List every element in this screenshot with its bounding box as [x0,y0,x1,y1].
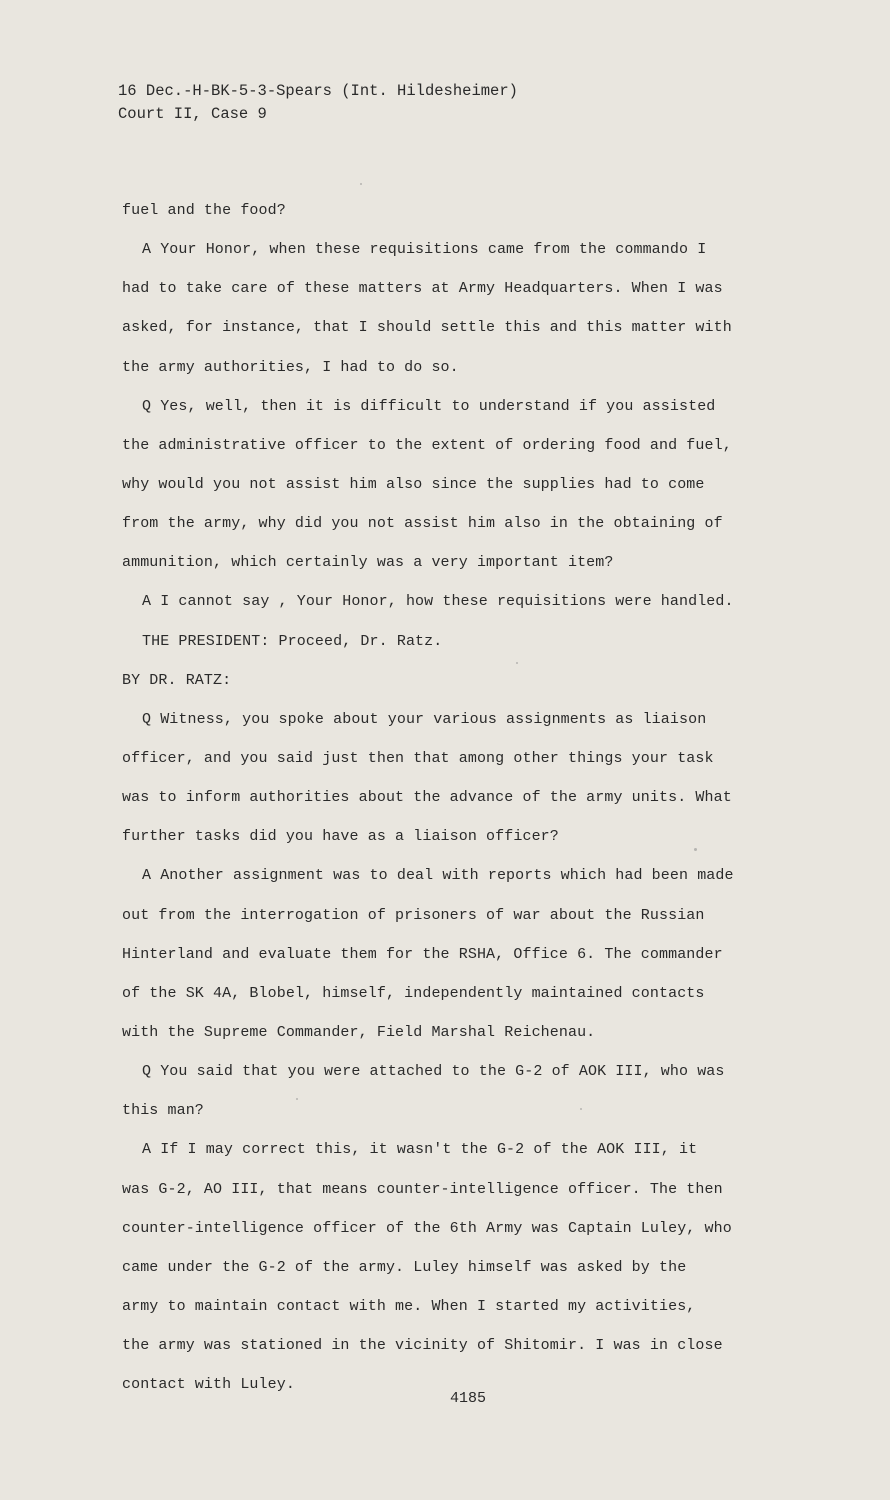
paper-speck [694,848,697,851]
transcript-line: army to maintain contact with me. When I started my activities, [122,1297,696,1315]
transcript-line: Hinterland and evaluate them for the RSHA, Office 6. The commander [122,945,723,963]
transcript-line: A I cannot say , Your Honor, how these requisitions were handled. [142,593,734,611]
transcript-line: was to inform authorities about the advance of the army units. What [122,789,732,807]
transcript-line: fuel and the food? [122,202,286,219]
transcript-line: out from the interrogation of prisoners of war about the Russian [122,906,705,924]
transcript-line: the army was stationed in the vicinity of Shitomir. I was in close [122,1337,723,1355]
transcript-line: of the SK 4A, Blobel, himself, independently maintained contacts [122,984,705,1002]
transcript-line: asked, for instance, that I should settle this and this matter with [122,319,732,337]
header-court-line: Court II, Case 9 [118,105,267,123]
transcript-line: counter-intelligence officer of the 6th Army was Captain Luley, who [122,1219,732,1237]
transcript-line: Q You said that you were attached to the G-2 of AOK III, who was [142,1063,725,1081]
transcript-line: the administrative officer to the extent of ordering food and fuel, [122,436,732,454]
transcript-line: THE PRESIDENT: Proceed, Dr. Ratz. [142,632,443,650]
paper-speck [516,662,518,664]
paper-speck [580,1108,582,1110]
paper-speck [360,183,362,185]
transcript-line: A Your Honor, when these requisitions came from the commando I [142,241,707,259]
transcript-line: A Another assignment was to deal with reports which had been made [142,867,734,885]
transcript-line: was G-2, AO III, that means counter-intelligence officer. The then [122,1180,723,1198]
header-case-line: 16 Dec.-H-BK-5-3-Spears (Int. Hildesheimer) [118,82,518,100]
transcript-line: further tasks did you have as a liaison officer? [122,828,559,846]
transcript-line: this man? [122,1102,204,1120]
transcript-line: ammunition, which certainly was a very important item? [122,554,614,572]
page-number: 4185 [450,1390,487,1407]
transcript-line: Q Yes, well, then it is difficult to understand if you assisted [142,397,716,415]
transcript-line: the army authorities, I had to do so. [122,358,459,376]
document-header [118,80,518,126]
paper-speck [296,1098,298,1100]
transcript-line: why would you not assist him also since the supplies had to come [122,475,705,493]
transcript-line: contact with Luley. [122,1376,295,1394]
transcript-line: A If I may correct this, it wasn't the G-2 of the AOK III, it [142,1141,698,1159]
transcript-line: BY DR. RATZ: [122,671,232,689]
transcript-line: Q Witness, you spoke about your various assignments as liaison [142,710,707,728]
transcript-line: came under the G-2 of the army. Luley himself was asked by the [122,1258,687,1276]
transcript-line: with the Supreme Commander, Field Marshal Reichenau. [122,1023,596,1041]
transcript-line: from the army, why did you not assist him also in the obtaining of [122,515,723,533]
transcript-line: had to take care of these matters at Army Headquarters. When I was [122,280,723,298]
transcript-body [122,198,792,1411]
transcript-line: officer, and you said just then that among other things your task [122,749,714,767]
